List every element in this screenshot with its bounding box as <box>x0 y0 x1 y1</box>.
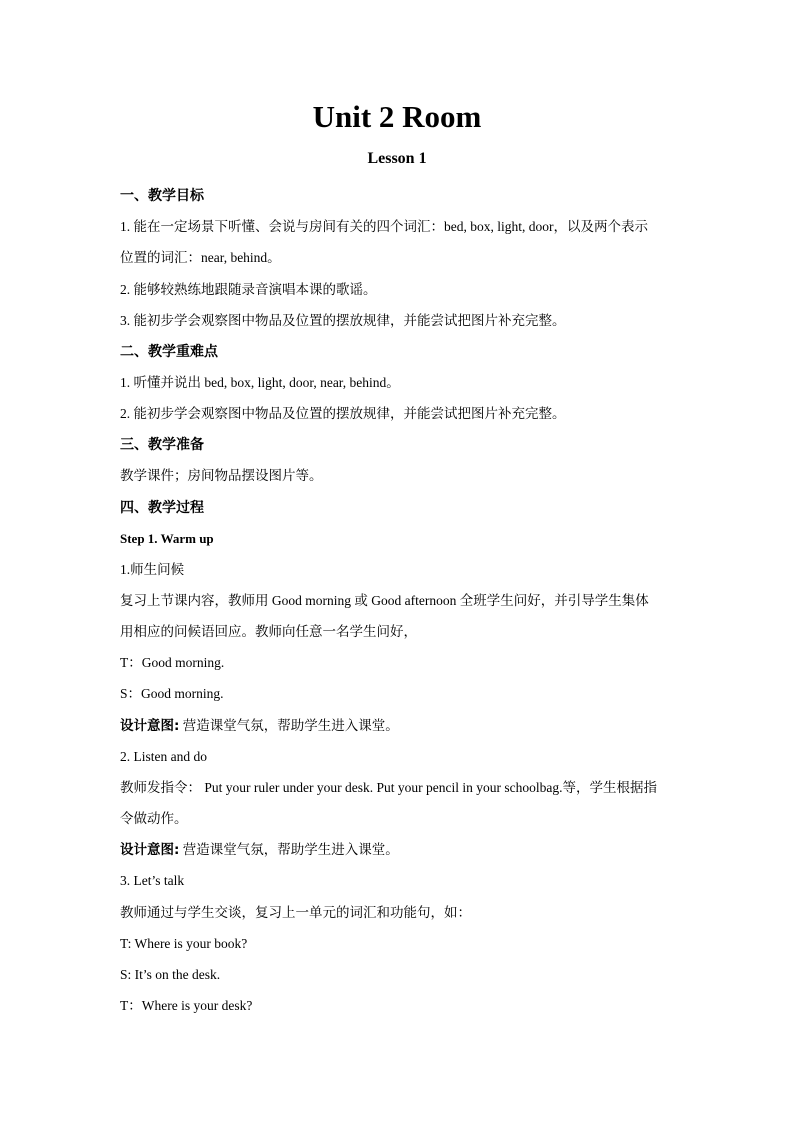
body-line: 教师发指令： Put your ruler under your desk. Put your pencil in your schoolbag.等，学生根据指 <box>120 780 657 795</box>
design-intent-text: 营造课堂气氛，帮助学生进入课堂。 <box>179 718 399 733</box>
step-heading: Step 1. Warm up <box>120 531 214 546</box>
dialogue-line: S：Good morning. <box>120 686 224 701</box>
body-line: 复习上节课内容，教师用 Good morning 或 Good afternoon 全班学生问好，并引导学生集体 <box>120 593 649 608</box>
section-heading: 一、教学目标 <box>120 188 204 204</box>
body-line: 2. 能初步学会观察图中物品及位置的摆放规律，并能尝试把图片补充完整。 <box>120 406 566 421</box>
section-heading: 四、教学过程 <box>120 500 204 516</box>
body-line: 令做动作。 <box>120 811 188 826</box>
design-intent-label: 设计意图: <box>120 718 180 734</box>
body-line: 位置的词汇：near, behind。 <box>120 250 281 265</box>
design-intent-line <box>120 840 680 860</box>
body-line: 2. 能够较熟练地跟随录音演唱本课的歌谣。 <box>120 282 377 297</box>
design-intent-label: 设计意图: <box>120 842 180 858</box>
dialogue-line: S: It’s on the desk. <box>120 967 221 982</box>
dialogue-line: T：Where is your desk? <box>120 998 253 1013</box>
body-line: 用相应的问候语回应。教师向任意一名学生问好， <box>120 624 417 639</box>
body-line: 1. 能在一定场景下听懂、会说与房间有关的四个词汇：bed, box, light, door，以及两个表示 <box>120 219 648 234</box>
document-subtitle: Lesson 1 <box>367 150 427 167</box>
body-line: 2. Listen and do <box>120 749 207 764</box>
document-title: Unit 2 Room <box>312 99 482 134</box>
dialogue-line: T: Where is your book? <box>120 936 248 951</box>
design-intent-text: 营造课堂气氛，帮助学生进入课堂。 <box>179 842 399 857</box>
section-heading: 三、教学准备 <box>120 437 204 453</box>
dialogue-line: T：Good morning. <box>120 655 225 670</box>
body-line: 教师通过与学生交谈，复习上一单元的词汇和功能句，如： <box>120 905 471 920</box>
body-line: 3. Let’s talk <box>120 873 185 888</box>
design-intent-line <box>120 716 680 736</box>
body-line: 1.师生问候 <box>120 562 185 577</box>
section-heading: 二、教学重难点 <box>120 344 218 360</box>
body-line: 3. 能初步学会观察图中物品及位置的摆放规律，并能尝试把图片补充完整。 <box>120 313 566 328</box>
body-line: 1. 听懂并说出 bed, box, light, door, near, behind。 <box>120 375 400 390</box>
body-line: 教学课件；房间物品摆设图片等。 <box>120 468 323 483</box>
